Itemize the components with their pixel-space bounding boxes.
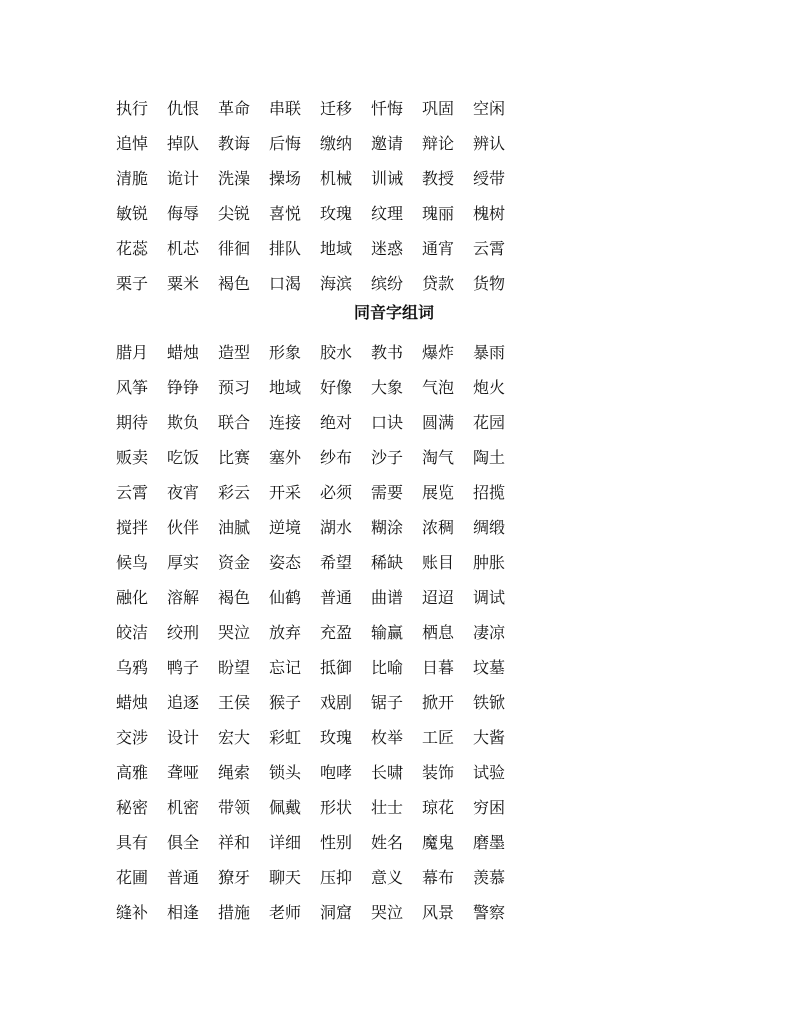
word-item: 佩戴 [269, 797, 302, 817]
word-item: 空闲 [473, 98, 506, 118]
word-row [116, 126, 536, 161]
word-item: 追悼 [116, 133, 149, 153]
word-item: 货物 [473, 273, 506, 293]
word-row [116, 370, 536, 405]
word-item: 湖水 [320, 517, 353, 537]
word-item: 日暮 [422, 657, 455, 677]
word-item: 花圃 [116, 867, 149, 887]
word-list-homophones [116, 335, 536, 930]
word-item: 铮铮 [167, 377, 200, 397]
word-item: 高雅 [116, 762, 149, 782]
word-item: 沙子 [371, 447, 404, 467]
word-row [116, 580, 536, 615]
word-item: 缤纷 [371, 273, 404, 293]
word-item: 普通 [320, 587, 353, 607]
word-item: 充盈 [320, 622, 353, 642]
word-item: 候鸟 [116, 552, 149, 572]
word-item: 通宵 [422, 238, 455, 258]
word-item: 辩论 [422, 133, 455, 153]
word-item: 操场 [269, 168, 302, 188]
word-item: 纹理 [371, 203, 404, 223]
word-item: 口诀 [371, 412, 404, 432]
word-item: 详细 [269, 832, 302, 852]
word-item: 尖锐 [218, 203, 251, 223]
word-item: 执行 [116, 98, 149, 118]
word-item: 姿态 [269, 552, 302, 572]
word-row [116, 860, 536, 895]
word-item: 风景 [422, 902, 455, 922]
word-item: 咆哮 [320, 762, 353, 782]
word-item: 试验 [473, 762, 506, 782]
word-item: 獠牙 [218, 867, 251, 887]
word-item: 陶土 [473, 447, 506, 467]
word-item: 机械 [320, 168, 353, 188]
word-item: 形象 [269, 342, 302, 362]
word-item: 彩云 [218, 482, 251, 502]
word-item: 姓名 [371, 832, 404, 852]
word-item: 聊天 [269, 867, 302, 887]
word-item: 形状 [320, 797, 353, 817]
word-item: 稀缺 [371, 552, 404, 572]
word-item: 意义 [371, 867, 404, 887]
word-item: 具有 [116, 832, 149, 852]
word-item: 联合 [218, 412, 251, 432]
word-item: 输赢 [371, 622, 404, 642]
word-item: 祥和 [218, 832, 251, 852]
word-item: 掉队 [167, 133, 200, 153]
word-item: 巩固 [422, 98, 455, 118]
word-row [116, 790, 536, 825]
word-item: 炮火 [473, 377, 506, 397]
word-item: 绞刑 [167, 622, 200, 642]
word-item: 仙鹤 [269, 587, 302, 607]
word-item: 缴纳 [320, 133, 353, 153]
word-item: 蜡烛 [116, 692, 149, 712]
word-item: 绶带 [473, 168, 506, 188]
word-item: 忏悔 [371, 98, 404, 118]
word-item: 预习 [218, 377, 251, 397]
word-row [116, 720, 536, 755]
word-item: 造型 [218, 342, 251, 362]
word-item: 开采 [269, 482, 302, 502]
word-item: 吃饭 [167, 447, 200, 467]
word-item: 老师 [269, 902, 302, 922]
word-item: 邀请 [371, 133, 404, 153]
word-item: 栗子 [116, 273, 149, 293]
word-row [116, 895, 536, 930]
word-item: 浓稠 [422, 517, 455, 537]
word-item: 调试 [473, 587, 506, 607]
word-item: 相逢 [167, 902, 200, 922]
word-item: 大象 [371, 377, 404, 397]
word-item: 玫瑰 [320, 727, 353, 747]
word-item: 海滨 [320, 273, 353, 293]
word-row [116, 685, 536, 720]
word-item: 徘徊 [218, 238, 251, 258]
word-row [116, 545, 536, 580]
word-row [116, 825, 536, 860]
word-row [116, 615, 536, 650]
word-item: 追逐 [167, 692, 200, 712]
word-item: 秘密 [116, 797, 149, 817]
word-item: 机密 [167, 797, 200, 817]
word-item: 圆满 [422, 412, 455, 432]
word-item: 气泡 [422, 377, 455, 397]
word-row [116, 231, 536, 266]
word-item: 羡慕 [473, 867, 506, 887]
word-item: 云霄 [116, 482, 149, 502]
word-item: 乌鸦 [116, 657, 149, 677]
word-item: 栖息 [422, 622, 455, 642]
word-row [116, 510, 536, 545]
word-item: 账目 [422, 552, 455, 572]
word-item: 诡计 [167, 168, 200, 188]
word-item: 锁头 [269, 762, 302, 782]
word-item: 忘记 [269, 657, 302, 677]
word-item: 后悔 [269, 133, 302, 153]
word-item: 掀开 [422, 692, 455, 712]
word-item: 比赛 [218, 447, 251, 467]
word-item: 希望 [320, 552, 353, 572]
word-item: 绸缎 [473, 517, 506, 537]
word-item: 地域 [320, 238, 353, 258]
word-item: 暴雨 [473, 342, 506, 362]
word-item: 纱布 [320, 447, 353, 467]
word-item: 带领 [218, 797, 251, 817]
word-item: 串联 [269, 98, 302, 118]
word-item: 革命 [218, 98, 251, 118]
word-item: 普通 [167, 867, 200, 887]
word-item: 云霄 [473, 238, 506, 258]
word-item: 口渴 [269, 273, 302, 293]
word-item: 迢迢 [422, 587, 455, 607]
word-item: 盼望 [218, 657, 251, 677]
word-item: 彩虹 [269, 727, 302, 747]
word-item: 地域 [269, 377, 302, 397]
word-item: 长啸 [371, 762, 404, 782]
word-item: 俱全 [167, 832, 200, 852]
word-item: 油腻 [218, 517, 251, 537]
word-item: 迁移 [320, 98, 353, 118]
word-item: 锯子 [371, 692, 404, 712]
section-heading: 同音字组词 [354, 303, 435, 322]
word-item: 哭泣 [218, 622, 251, 642]
word-item: 资金 [218, 552, 251, 572]
word-item: 洞窟 [320, 902, 353, 922]
word-item: 敏锐 [116, 203, 149, 223]
word-item: 曲谱 [371, 587, 404, 607]
word-item: 王侯 [218, 692, 251, 712]
word-item: 连接 [269, 412, 302, 432]
word-item: 夜宵 [167, 482, 200, 502]
word-item: 戏剧 [320, 692, 353, 712]
word-row [116, 440, 536, 475]
word-item: 需要 [371, 482, 404, 502]
word-item: 交涉 [116, 727, 149, 747]
word-item: 枚举 [371, 727, 404, 747]
word-item: 鸭子 [167, 657, 200, 677]
word-item: 聋哑 [167, 762, 200, 782]
word-item: 坟墓 [473, 657, 506, 677]
word-item: 皎洁 [116, 622, 149, 642]
word-item: 洗澡 [218, 168, 251, 188]
word-row [116, 335, 536, 370]
word-item: 喜悦 [269, 203, 302, 223]
word-item: 装饰 [422, 762, 455, 782]
word-item: 融化 [116, 587, 149, 607]
word-item: 槐树 [473, 203, 506, 223]
word-item: 招揽 [473, 482, 506, 502]
word-item: 腊月 [116, 342, 149, 362]
word-item: 贷款 [422, 273, 455, 293]
word-row [116, 405, 536, 440]
word-item: 磨墨 [473, 832, 506, 852]
word-item: 展览 [422, 482, 455, 502]
word-row [116, 475, 536, 510]
word-item: 褐色 [218, 587, 251, 607]
word-item: 教授 [422, 168, 455, 188]
word-item: 设计 [167, 727, 200, 747]
word-item: 蜡烛 [167, 342, 200, 362]
word-item: 仇恨 [167, 98, 200, 118]
word-item: 压抑 [320, 867, 353, 887]
word-item: 塞外 [269, 447, 302, 467]
word-item: 魔鬼 [422, 832, 455, 852]
word-item: 幕布 [422, 867, 455, 887]
word-item: 搅拌 [116, 517, 149, 537]
word-list-top [116, 91, 536, 301]
word-item: 抵御 [320, 657, 353, 677]
word-item: 哭泣 [371, 902, 404, 922]
word-item: 放弃 [269, 622, 302, 642]
word-row [116, 196, 536, 231]
word-item: 期待 [116, 412, 149, 432]
word-item: 工匠 [422, 727, 455, 747]
word-item: 粟米 [167, 273, 200, 293]
word-item: 警察 [473, 902, 506, 922]
word-item: 褐色 [218, 273, 251, 293]
word-item: 壮士 [371, 797, 404, 817]
word-item: 欺负 [167, 412, 200, 432]
word-item: 逆境 [269, 517, 302, 537]
word-item: 风筝 [116, 377, 149, 397]
word-item: 训诫 [371, 168, 404, 188]
word-item: 比喻 [371, 657, 404, 677]
word-item: 铁锨 [473, 692, 506, 712]
word-item: 花园 [473, 412, 506, 432]
word-item: 措施 [218, 902, 251, 922]
word-item: 性别 [320, 832, 353, 852]
word-item: 缝补 [116, 902, 149, 922]
word-item: 凄凉 [473, 622, 506, 642]
word-item: 肿胀 [473, 552, 506, 572]
word-item: 猴子 [269, 692, 302, 712]
word-item: 糊涂 [371, 517, 404, 537]
word-row [116, 650, 536, 685]
word-item: 淘气 [422, 447, 455, 467]
word-item: 清脆 [116, 168, 149, 188]
word-item: 厚实 [167, 552, 200, 572]
word-row [116, 755, 536, 790]
word-item: 伙伴 [167, 517, 200, 537]
word-item: 排队 [269, 238, 302, 258]
word-item: 绝对 [320, 412, 353, 432]
word-item: 胶水 [320, 342, 353, 362]
word-row [116, 161, 536, 196]
word-row [116, 266, 536, 301]
word-item: 侮辱 [167, 203, 200, 223]
word-item: 好像 [320, 377, 353, 397]
word-item: 教书 [371, 342, 404, 362]
word-item: 花蕊 [116, 238, 149, 258]
word-item: 必须 [320, 482, 353, 502]
word-item: 瑰丽 [422, 203, 455, 223]
word-item: 贩卖 [116, 447, 149, 467]
word-item: 穷困 [473, 797, 506, 817]
word-item: 迷惑 [371, 238, 404, 258]
word-row [116, 91, 536, 126]
word-item: 教诲 [218, 133, 251, 153]
word-item: 琼花 [422, 797, 455, 817]
word-item: 爆炸 [422, 342, 455, 362]
word-item: 宏大 [218, 727, 251, 747]
word-item: 溶解 [167, 587, 200, 607]
word-item: 大酱 [473, 727, 506, 747]
word-item: 机芯 [167, 238, 200, 258]
word-item: 绳索 [218, 762, 251, 782]
word-item: 辨认 [473, 133, 506, 153]
word-item: 玫瑰 [320, 203, 353, 223]
